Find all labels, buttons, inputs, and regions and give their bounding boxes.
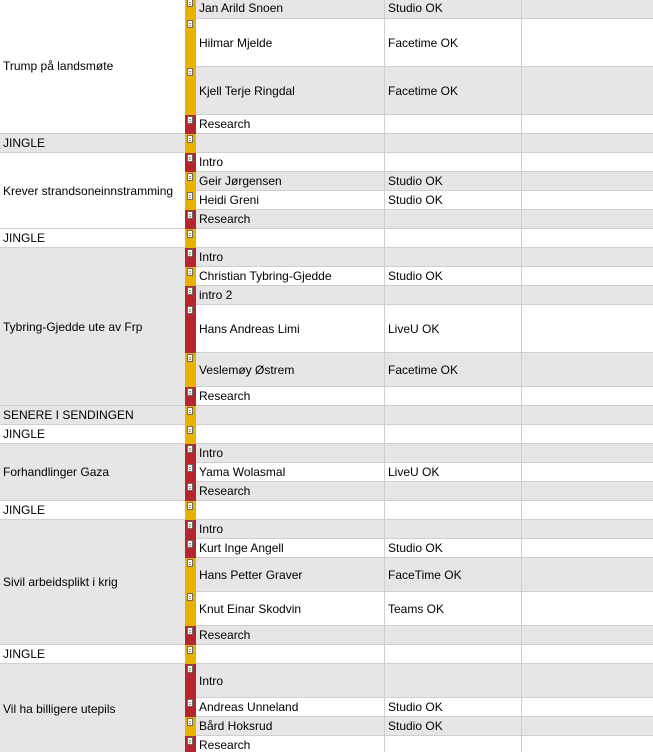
row-status[interactable] bbox=[384, 482, 521, 501]
document-icon[interactable] bbox=[187, 593, 193, 601]
document-icon[interactable] bbox=[187, 249, 193, 257]
document-icon[interactable] bbox=[187, 211, 193, 219]
row-extra[interactable] bbox=[521, 444, 653, 463]
row-extra[interactable] bbox=[521, 501, 653, 520]
row-name[interactable] bbox=[196, 501, 384, 520]
document-icon[interactable] bbox=[187, 68, 193, 76]
row-name[interactable]: Intro bbox=[196, 248, 384, 267]
row-name[interactable] bbox=[196, 406, 384, 425]
row-name[interactable]: Research bbox=[196, 387, 384, 406]
row-status[interactable]: Studio OK bbox=[384, 172, 521, 191]
row-extra[interactable] bbox=[521, 520, 653, 539]
row-name[interactable]: Research bbox=[196, 626, 384, 645]
document-icon[interactable] bbox=[187, 426, 193, 434]
document-icon[interactable] bbox=[187, 559, 193, 567]
row-name[interactable]: Intro bbox=[196, 444, 384, 463]
document-icon[interactable] bbox=[187, 464, 193, 472]
story-title[interactable]: Trump på landsmøte bbox=[0, 0, 185, 134]
document-icon[interactable] bbox=[187, 287, 193, 295]
story-jingle[interactable]: SENERE I SENDINGEN bbox=[0, 406, 185, 425]
row-extra[interactable] bbox=[521, 387, 653, 406]
document-icon[interactable] bbox=[187, 135, 193, 143]
story-title[interactable]: Tybring-Gjedde ute av Frp bbox=[0, 248, 185, 406]
row-name[interactable]: Jan Arild Snoen bbox=[196, 0, 384, 19]
row-extra[interactable] bbox=[521, 425, 653, 444]
row-extra[interactable] bbox=[521, 698, 653, 717]
row-extra[interactable] bbox=[521, 0, 653, 19]
row-name[interactable]: Research bbox=[196, 210, 384, 229]
row-status[interactable] bbox=[384, 444, 521, 463]
row-extra[interactable] bbox=[521, 19, 653, 67]
row-extra[interactable] bbox=[521, 717, 653, 736]
document-icon[interactable] bbox=[187, 0, 193, 7]
row-status[interactable] bbox=[384, 286, 521, 305]
row-name[interactable]: Kjell Terje Ringdal bbox=[196, 67, 384, 115]
row-extra[interactable] bbox=[521, 736, 653, 752]
row-extra[interactable] bbox=[521, 645, 653, 664]
row-name[interactable] bbox=[196, 425, 384, 444]
row-extra[interactable] bbox=[521, 153, 653, 172]
row-status[interactable]: FaceTime OK bbox=[384, 558, 521, 592]
document-icon[interactable] bbox=[187, 502, 193, 510]
row-name[interactable]: Kurt Inge Angell bbox=[196, 539, 384, 558]
row-status[interactable]: Studio OK bbox=[384, 0, 521, 19]
document-icon[interactable] bbox=[187, 268, 193, 276]
row-status[interactable] bbox=[384, 645, 521, 664]
row-name[interactable]: Intro bbox=[196, 153, 384, 172]
document-icon[interactable] bbox=[187, 737, 193, 745]
row-status[interactable] bbox=[384, 664, 521, 698]
row-name[interactable] bbox=[196, 229, 384, 248]
document-icon[interactable] bbox=[187, 306, 193, 314]
row-status[interactable]: Facetime OK bbox=[384, 19, 521, 67]
row-extra[interactable] bbox=[521, 539, 653, 558]
row-extra[interactable] bbox=[521, 592, 653, 626]
row-extra[interactable] bbox=[521, 305, 653, 353]
row-extra[interactable] bbox=[521, 172, 653, 191]
row-status[interactable] bbox=[384, 229, 521, 248]
row-status[interactable] bbox=[384, 153, 521, 172]
document-icon[interactable] bbox=[187, 699, 193, 707]
row-name[interactable]: Veslemøy Østrem bbox=[196, 353, 384, 387]
document-icon[interactable] bbox=[187, 192, 193, 200]
story-jingle[interactable]: JINGLE bbox=[0, 501, 185, 520]
document-icon[interactable] bbox=[187, 173, 193, 181]
row-extra[interactable] bbox=[521, 191, 653, 210]
document-icon[interactable] bbox=[187, 230, 193, 238]
row-extra[interactable] bbox=[521, 664, 653, 698]
row-status[interactable]: LiveU OK bbox=[384, 305, 521, 353]
story-jingle[interactable]: JINGLE bbox=[0, 425, 185, 444]
row-name[interactable] bbox=[196, 134, 384, 153]
row-status[interactable] bbox=[384, 134, 521, 153]
document-icon[interactable] bbox=[187, 445, 193, 453]
row-extra[interactable] bbox=[521, 67, 653, 115]
row-status[interactable]: Studio OK bbox=[384, 191, 521, 210]
row-extra[interactable] bbox=[521, 115, 653, 134]
story-title[interactable]: Krever strandsoneinnstramming bbox=[0, 153, 185, 229]
row-status[interactable] bbox=[384, 501, 521, 520]
document-icon[interactable] bbox=[187, 407, 193, 415]
document-icon[interactable] bbox=[187, 521, 193, 529]
row-status[interactable] bbox=[384, 425, 521, 444]
row-extra[interactable] bbox=[521, 558, 653, 592]
document-icon[interactable] bbox=[187, 388, 193, 396]
row-extra[interactable] bbox=[521, 482, 653, 501]
row-name[interactable]: Hans Petter Graver bbox=[196, 558, 384, 592]
row-extra[interactable] bbox=[521, 406, 653, 425]
row-extra[interactable] bbox=[521, 353, 653, 387]
row-name[interactable] bbox=[196, 645, 384, 664]
story-title[interactable]: Vil ha billigere utepils bbox=[0, 664, 185, 752]
row-status[interactable]: Facetime OK bbox=[384, 67, 521, 115]
row-status[interactable] bbox=[384, 406, 521, 425]
row-status[interactable]: Teams OK bbox=[384, 592, 521, 626]
row-name[interactable]: Heidi Greni bbox=[196, 191, 384, 210]
row-extra[interactable] bbox=[521, 267, 653, 286]
row-extra[interactable] bbox=[521, 463, 653, 482]
row-name[interactable]: Andreas Unneland bbox=[196, 698, 384, 717]
row-name[interactable]: Yama Wolasmal bbox=[196, 463, 384, 482]
row-status[interactable] bbox=[384, 115, 521, 134]
row-extra[interactable] bbox=[521, 229, 653, 248]
row-name[interactable]: Research bbox=[196, 115, 384, 134]
row-extra[interactable] bbox=[521, 286, 653, 305]
row-status[interactable] bbox=[384, 520, 521, 539]
row-extra[interactable] bbox=[521, 626, 653, 645]
row-extra[interactable] bbox=[521, 134, 653, 153]
row-name[interactable]: Bård Hoksrud bbox=[196, 717, 384, 736]
row-status[interactable]: Studio OK bbox=[384, 717, 521, 736]
row-status[interactable]: Studio OK bbox=[384, 539, 521, 558]
row-name[interactable]: Geir Jørgensen bbox=[196, 172, 384, 191]
row-status[interactable]: Studio OK bbox=[384, 698, 521, 717]
row-name[interactable]: Christian Tybring-Gjedde bbox=[196, 267, 384, 286]
row-name[interactable]: Intro bbox=[196, 520, 384, 539]
document-icon[interactable] bbox=[187, 20, 193, 28]
document-icon[interactable] bbox=[187, 646, 193, 654]
row-status[interactable] bbox=[384, 248, 521, 267]
document-icon[interactable] bbox=[187, 540, 193, 548]
document-icon[interactable] bbox=[187, 665, 193, 673]
row-extra[interactable] bbox=[521, 248, 653, 267]
row-status[interactable] bbox=[384, 626, 521, 645]
row-name[interactable]: Hilmar Mjelde bbox=[196, 19, 384, 67]
row-status[interactable]: Facetime OK bbox=[384, 353, 521, 387]
story-jingle[interactable]: JINGLE bbox=[0, 229, 185, 248]
row-status[interactable] bbox=[384, 210, 521, 229]
document-icon[interactable] bbox=[187, 718, 193, 726]
row-name[interactable]: Research bbox=[196, 482, 384, 501]
document-icon[interactable] bbox=[187, 483, 193, 491]
document-icon[interactable] bbox=[187, 116, 193, 124]
row-extra[interactable] bbox=[521, 210, 653, 229]
row-status[interactable]: Studio OK bbox=[384, 267, 521, 286]
row-name[interactable]: Research bbox=[196, 736, 384, 752]
document-icon[interactable] bbox=[187, 627, 193, 635]
row-name[interactable]: intro 2 bbox=[196, 286, 384, 305]
row-name[interactable]: Intro bbox=[196, 664, 384, 698]
story-title[interactable]: Sivil arbeidsplikt i krig bbox=[0, 520, 185, 645]
story-jingle[interactable]: JINGLE bbox=[0, 134, 185, 153]
row-status[interactable]: LiveU OK bbox=[384, 463, 521, 482]
row-status[interactable] bbox=[384, 736, 521, 752]
story-jingle[interactable]: JINGLE bbox=[0, 645, 185, 664]
row-status[interactable] bbox=[384, 387, 521, 406]
story-title[interactable]: Forhandlinger Gaza bbox=[0, 444, 185, 501]
document-icon[interactable] bbox=[187, 154, 193, 162]
document-icon[interactable] bbox=[187, 354, 193, 362]
row-name[interactable]: Knut Einar Skodvin bbox=[196, 592, 384, 626]
row-name[interactable]: Hans Andreas Limi bbox=[196, 305, 384, 353]
